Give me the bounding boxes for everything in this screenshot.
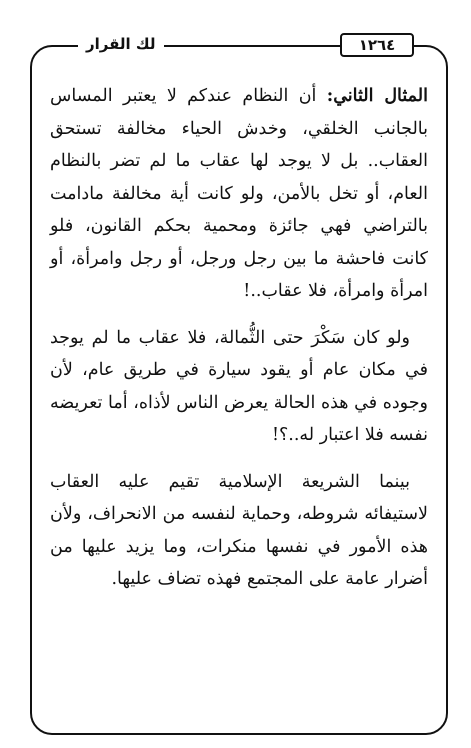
paragraph-1: [50, 80, 428, 308]
page-body: [50, 80, 428, 610]
paragraph-3: بينما الشريعة الإسلامية تقيم عليه العقاب لاستيفائه شروطه، وحماية لنفسه من الانحراف، ولأن هذه الأمور في نفسها منكرات، وما يزيد عليها من أضرار عامة على المجتمع فهذه تضاف عليها.: [50, 471, 428, 589]
paragraph-2: ولو كان سَكْرَ حتى الثُّمالة، فلا عقاب ما لم يوجد في مكان عام أو يقود سيارة في طريق عام، لأن وجوده في هذه الحالة يعرض الناس لأذاه، أما تعريضه نفسه فلا اعتبار له..؟!: [50, 327, 428, 445]
page-number-badge: ١٢٦٤: [340, 33, 414, 57]
paragraph-1-text: أن النظام عندكم لا يعتبر المساس بالجانب الخلقي، وخدش الحياء مخالفة تستحق العقاب.. بل لا يوجد لها عقاب ما لم تضر بالنظام العام، أو تخل بالأمن، ولو كانت أية مخالفة مادامت بالتراضي فهي جائزة ومحمية بحكم القانون، فلو كانت فاحشة ما بين رجل ورجل، أو رجل وامرأة، أو امرأة وامرأة، فلا عقاب..!: [50, 86, 428, 301]
example-heading: المثال الثاني:: [326, 86, 428, 106]
book-title: لك القرار: [78, 35, 164, 53]
